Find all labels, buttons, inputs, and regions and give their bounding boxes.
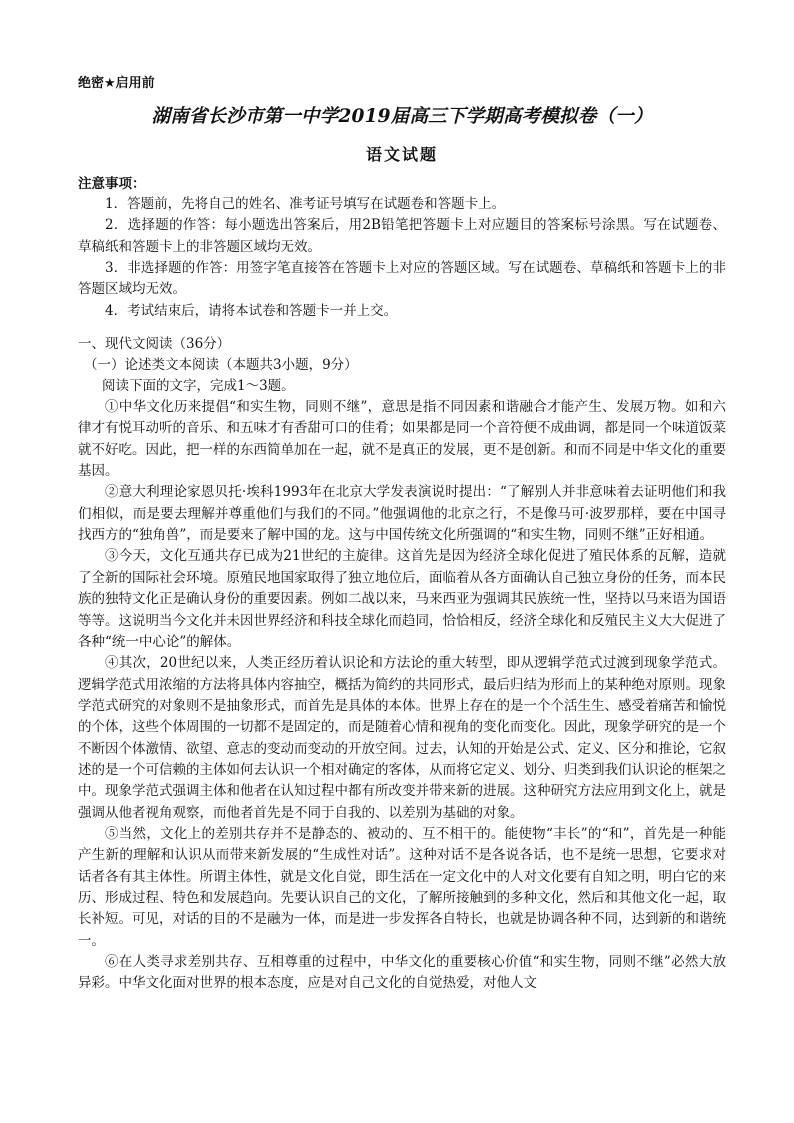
note-item-1: 1．答题前，先将自己的姓名、准考证号填写在试题卷和答题卡上。 — [105, 196, 506, 212]
exam-title: 湖南省长沙市第一中学2019届高三下学期高考模拟卷（一） — [151, 106, 653, 127]
paragraph-6: ⑥在人类寻求差别共存、互相尊重的过程中，中华文化的重要核心价值“和实生物，同则不继”必然大放异彩。中华文化面对世界的根本态度，应是对自己文化的自觉热爱，对他人文 — [78, 954, 726, 992]
paragraph-2: ②意大利理论家恩贝托·埃科1993年在北京大学发表演说时提出：“了解别人并非意味着去证明他们和我们相似，而是要去理解并尊重他们与我们的不同。”他强调他的北京之行，不是像马可·波罗那样，要在中国寻找西方的“独角兽”，而是要来了解中国的龙。这与中国传统文化所强调的“和实生物，同则不继”正好相通。 — [78, 484, 726, 544]
spacer — [78, 322, 726, 334]
secret-label: 绝密★启用前 — [78, 76, 155, 91]
exam-subtitle: 语文试题 — [365, 145, 438, 164]
reading-instruction: 阅读下面的文字，完成1～3题。 — [102, 378, 295, 395]
note-item-3: 3．非选择题的作答：用签字笔直接答在答题卡上对应的答题区域。写在试题卷、草稿纸和答题卡上的非答题区域均无效。 — [78, 260, 726, 298]
paragraph-1: ①中华文化历来提倡“和实生物，同则不继”，意思是指不同因素和谐融合才能产生、发展万物。如和六律才有悦耳动听的音乐、和五味才有香甜可口的佳肴；如果都是同一个音符便不成曲调，都是同一个味道饭菜就不好吃。因此，把一样的东西简单加在一起，就不是真正的发展，更不是创新。和而不同是中华文化的重要基因。 — [78, 399, 726, 480]
subsection-title: （一）论述类文本阅读（本题共3小题，9分） — [84, 357, 358, 374]
paragraph-3: ③今天，文化互通共存已成为21世纪的主旋律。这首先是因为经济全球化促进了殖民体系的瓦解，造就了全新的国际社会环境。原殖民地国家取得了独立地位后，面临着从各方面确认自己独立身份的任务，而本民族的独特文化正是确认身份的重要因素。例如二战以来，马来西亚为强调其民族统一性，坚持以马来语为国语等等。这说明当今文化并未因世界经济和科技全球化而趋同，恰恰相反，经济全球化和反殖民主义大大促进了各种“统一中心论”的解体。 — [78, 548, 726, 650]
notes-heading: 注意事项： — [78, 176, 146, 192]
note-item-2: 2．选择题的作答：每小题选出答案后，用2B铅笔把答题卡上对应题目的答案标号涂黑。写在试题卷、草稿纸和答题卡上的非答题区域均无效。 — [78, 217, 726, 255]
note-item-4: 4．考试结束后，请将本试卷和答题卡一并上交。 — [105, 302, 398, 319]
paragraph-5: ⑤当然，文化上的差别共存并不是静态的、被动的、互不相干的。能使物“丰长”的“和”，首先是一种能产生新的理解和认识从而带来新发展的“生成性对话”。这种对话不是各说各话，也不是统一思想，它要求对话者各有其主体性。所谓主体性，就是文化自觉，即生活在一定文化中的人对文化要有自知之明，明白它的来历、形成过程、特色和发展趋向。先要认识自己的文化，了解所接触到的多种文化，然后和其他文化一起，取长补短。可见，对话的目的不是融为一体，而是进一步发挥各自特长，也就是协调各种不同，达到新的和谐统一。 — [78, 825, 726, 949]
section-title: 一、现代文阅读（36分） — [78, 336, 231, 353]
paragraph-4: ④其次，20世纪以来，人类正经历着认识论和方法论的重大转型，即从逻辑学范式过渡到现象学范式。逻辑学范式用浓缩的方法将具体内容抽空，概括为简约的共同形式，最后归结为形而上的某种绝对原则。现象学范式研究的对象则不是抽象形式，而首先是具体的本体。世界上存在的是一个个活生生、感受着痛苦和愉悦的个体，这些个体周围的一切都不是固定的，而是随着心情和视角的变化而变化。因此，现象学研究的是一个不断因个体激情、欲望、意志的变动而变动的开放空间。过去，认知的开始是公式、定义、区分和推论，它叙述的是一个可信赖的主体如何去认识一个相对确定的客体，从而将它定义、划分、归类到我们认识论的框架之中。现象学范式强调主体和他者在认知过程中都有所改变并带来新的进展。这种研究方法应用到文化上，就是强调从他者视角观察，而他者首先是不同于自我的、以差别为基础的对象。 — [78, 655, 726, 821]
document-page — [78, 74, 726, 995]
